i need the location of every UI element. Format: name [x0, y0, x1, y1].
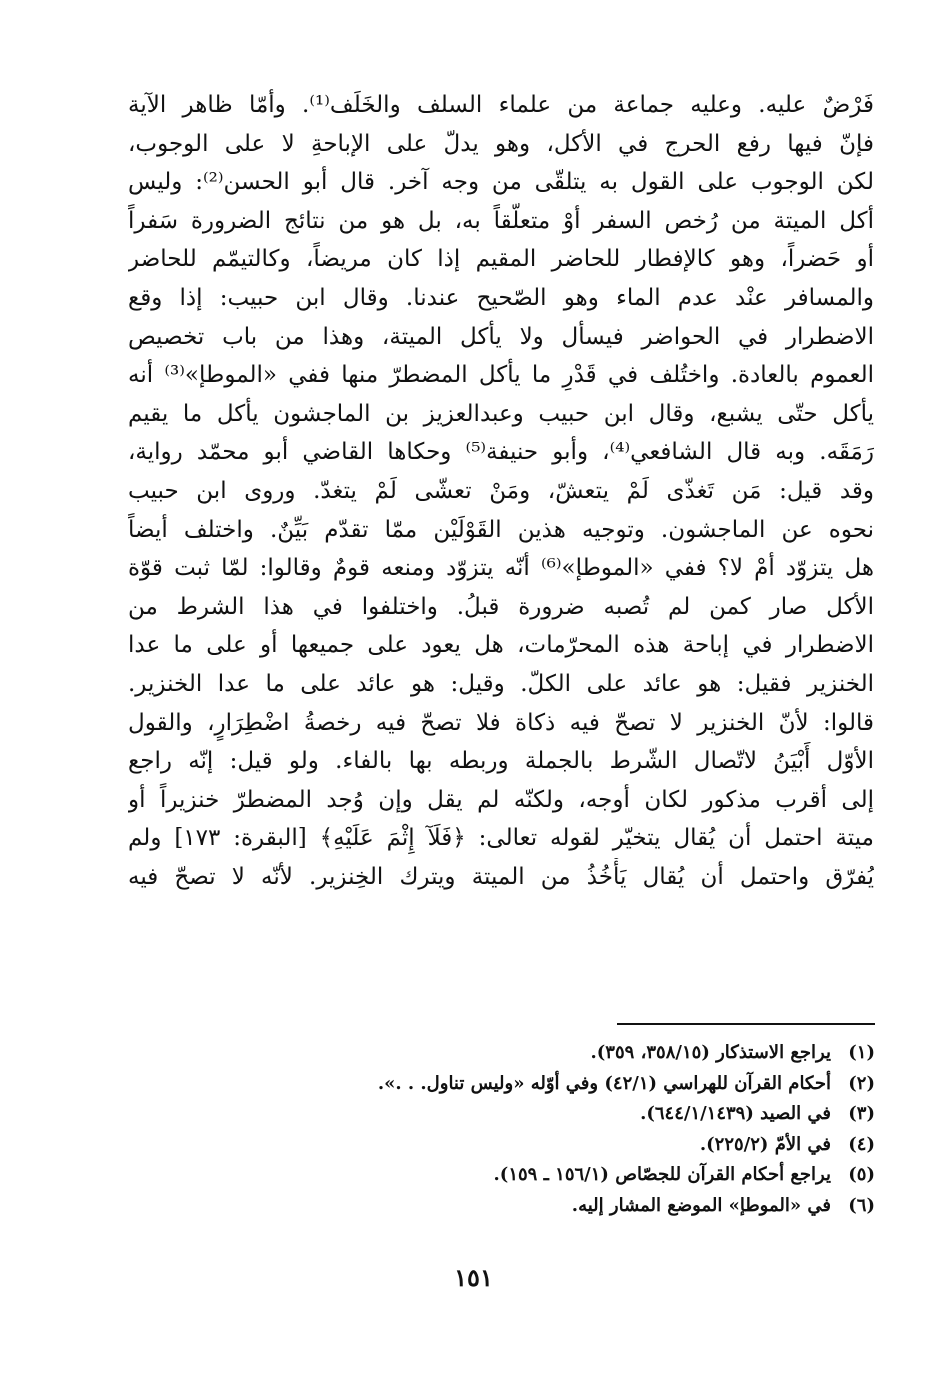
footnote-number: (٤): [848, 1133, 875, 1155]
text-line: أكل الميتة من رُخص السفر أوْ متعلّقاً به، بل هو من نتائج الضرورة سَفراً: [128, 207, 874, 234]
text-line: يُفرّق واحتمل أن يُقال يَأْخُذُ من الميتة ويترك الخِنزير. لأنّه لا تصحّ فيه: [128, 863, 874, 890]
text-line: والمسافر عنْد عدم الماء وهو الصّحيح عندنا. وقال ابن حبيب: إذا وقع: [128, 284, 874, 311]
footnote: [175, 1069, 875, 1100]
text-line: هل يتزوّد أمْ لا؟ ففي «الموطإ»⁽⁶⁾ أنّه يتزوّد ومنعه قومٌ وقالوا: لمّا ثبت قوّة: [128, 555, 874, 582]
text-line: نحوه عن الماجشون. وتوجيه هذين القَوْلَيْن ممّا تقدّم بَيِّنٌ. واختلف أيضاً: [128, 516, 874, 543]
footnote-number: (١): [848, 1042, 875, 1063]
text-line: وقد قيل: مَن تَغذّى لَمْ يتعشّ، ومَنْ تعشّى لَمْ يتغدّ. وروى ابن حبيب: [128, 477, 874, 504]
footnote-text: أحكام القرآن للهراسي (٤٢/١) وفي أوّله «وليس تناول. . .».: [377, 1072, 831, 1094]
footnote-number: (٥): [848, 1164, 875, 1186]
footnote-text: يراجع أحكام القرآن للجصّاص (١٥٦/١ ـ ١٥٩).: [493, 1164, 831, 1186]
footnotes: [175, 1038, 875, 1222]
text-line: أو حَضراً، وهو كالإفطار للحاضر المقيم إذا كان مريضاً، وكالتيمّم للحاضر: [128, 246, 874, 273]
text-line: الاضطرار في الحواضر فيسأل ولا يأكل الميتة، وهذا من باب تخصيص: [128, 323, 874, 350]
footnote-number: (٢): [848, 1072, 875, 1094]
footnote-divider: [617, 1023, 875, 1025]
footnote: [175, 1038, 875, 1069]
footnote-number: (٦): [848, 1194, 875, 1216]
footnote: [175, 1099, 875, 1130]
footnote: [175, 1160, 875, 1191]
page-number: ١٥١: [454, 1263, 493, 1292]
text-line: فإنّ فيها رفع الحرج في الأكل، وهو يدلّ على الإباحةِ لا على الوجوب،: [128, 130, 874, 157]
footnote: [175, 1191, 875, 1222]
footnote-text: في «الموطإ» الموضع المشار إليه.: [571, 1194, 831, 1216]
footnote-text: في الأمّ (٢٢٥/٢).: [699, 1133, 831, 1155]
text-line: قالوا: لأنّ الخنزير لا تصحّ فيه ذكاة فلا تصحّ فيه رخصةُ اضْطِرَارٍ، والقول: [128, 709, 874, 736]
text-line: فَرْضٌ عليه. وعليه جماعة من علماء السلف والخَلَف⁽¹⁾. وأمّا ظاهر الآية: [128, 92, 874, 118]
text-line: رَمَقَه. وبه قال الشافعي⁽⁴⁾، وأبو حنيفة⁽⁵⁾ وحكاها القاضي أبو محمّد رواية،: [128, 439, 874, 466]
footnote: [175, 1130, 875, 1161]
text-line: إلى أقرب مذكور لكان أوجه، ولكنّه لم يقل وإن وُجد المضطرّ خنزيراً أو: [128, 786, 874, 813]
text-line: ميتة احتمل أن يُقال يتخيّر لقوله تعالى: ﴿فَلَآ إِثْمَ عَلَيْهِ﴾ [البقرة: ١٧٣] ولم: [128, 825, 874, 852]
footnote-number: (٣): [848, 1103, 875, 1125]
text-line: الأكل صار كمن لم تُصبه ضرورة قبلُ. واختلفوا في هذا الشرط من: [128, 593, 874, 620]
text-line: الخنزير فقيل: هو عائد على الكلّ. وقيل: هو عائد على ما عدا الخنزير.: [128, 670, 874, 697]
text-line: الاضطرار في إباحة هذه المحرّمات، هل يعود على جميعها أو على ما عدا: [128, 632, 874, 659]
footnote-text: في الصيد (٦٤٤/١/١٤٣٩).: [640, 1103, 831, 1125]
main-text: [128, 86, 874, 896]
text-line: يأكل حتّى يشبع، وقال ابن حبيب وعبدالعزيز بن الماجشون يأكل ما يقيم: [128, 400, 874, 427]
text-line: الأوّل أَبْيَنُ لاتّصال الشّرط بالجملة وربطه بها بالفاء. ولو قيل: إنّه راجع: [128, 748, 874, 775]
footnote-text: يراجع الاستذكار (٣٥٨/١٥، ٣٥٩).: [590, 1042, 831, 1063]
text-line: العموم بالعادة. واختُلف في قَدْرِ ما يأكل المضطرّ منها ففي «الموطإ»⁽³⁾ أنه: [128, 362, 874, 389]
text-line: لكن الوجوب على القول به يتلقّى من وجه آخر. قال أبو الحسن⁽²⁾: وليس: [128, 169, 874, 196]
